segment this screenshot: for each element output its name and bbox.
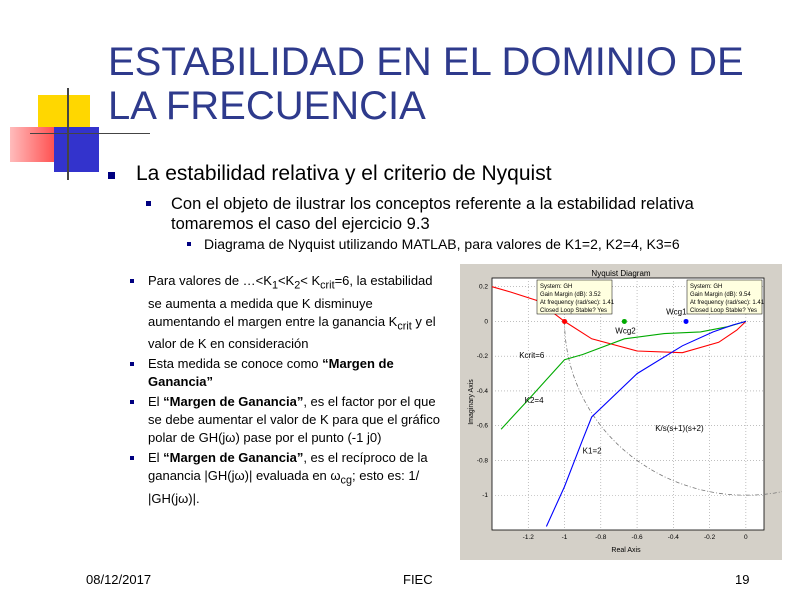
item-text: <K: [277, 273, 295, 288]
item-text: El: [148, 450, 164, 466]
chart-title: Nyquist Diagram: [591, 269, 651, 278]
bullet-marker: [108, 172, 115, 179]
chart-annotation: K2=4: [524, 396, 544, 406]
series-marker: [684, 319, 689, 324]
nyquist-figure: [460, 264, 782, 560]
x-tick-label: -0.6: [631, 534, 643, 541]
item-text: El: [148, 394, 164, 410]
item-bold: “Margen de Ganancia”: [163, 394, 304, 410]
decor-horizontal-line: [30, 133, 150, 134]
item-sub: 2: [294, 279, 301, 292]
y-tick-label: 0.2: [478, 283, 488, 291]
bullet-marker: [187, 242, 191, 246]
bullet-marker: [130, 362, 134, 366]
datatip-text: Closed Loop Stable? Yes: [690, 308, 758, 314]
chart-annotation: K1=2: [582, 446, 602, 456]
footer-date: 08/12/2017: [86, 572, 152, 587]
y-tick-label: -0.4: [476, 387, 488, 395]
datatip-text: Gain Margin (dB): 9.54: [690, 292, 751, 298]
item-text: y el valor de K en consideración: [148, 313, 436, 352]
series-marker: [622, 319, 627, 324]
series-marker: [562, 319, 567, 324]
x-tick-label: -0.8: [595, 534, 607, 541]
y-tick-label: -0.2: [476, 353, 488, 361]
list-item: [128, 449, 448, 508]
x-tick-label: -0.4: [667, 534, 679, 541]
item-sub: cg: [340, 474, 352, 487]
slide-title: ESTABILIDAD EN EL DOMINIO DE LA FRECUENCIA: [108, 40, 744, 128]
x-tick-label: -1.2: [522, 534, 534, 541]
item-sub: 1: [271, 279, 278, 292]
item-text: , es el factor por el que se debe aumentar el valor de K para que el gráfico polar de GH(jω) pase por el punto (-1 j0): [148, 394, 440, 446]
y-tick-label: -1: [482, 492, 488, 500]
item-text: < K: [300, 273, 321, 288]
item-sub: crit: [397, 320, 412, 333]
item-text: Esta medida se conoce como: [148, 356, 323, 372]
x-tick-label: -0.2: [703, 534, 716, 541]
item-text: =6, la estabilidad se aumenta a medida que K disminuye aumentando el margen entre la ganancia K: [148, 273, 433, 329]
bullet-marker: [146, 201, 151, 206]
item-bold: “Margen de Ganancia”: [163, 450, 304, 466]
bullet-level3-text: Diagrama de Nyquist utilizando MATLAB, para valores de K1=2, K2=4, K3=6: [204, 236, 680, 252]
chart-annotation: Wcg2: [615, 326, 636, 336]
x-axis-label: Real Axis: [611, 547, 641, 554]
bullet-level2-text: Con el objeto de ilustrar los conceptos referente a la estabilidad relativa tomaremos el caso del ejercicio 9.3: [171, 195, 694, 233]
chart-annotation: Kcrit=6: [519, 350, 545, 360]
y-tick-label: 0: [484, 318, 488, 326]
footer-center: FIEC: [403, 572, 433, 587]
chart-annotation: Wcg1: [666, 307, 687, 317]
decor-vertical-line: [67, 88, 69, 180]
item-bold: “Margen de Ganancia”: [148, 356, 394, 390]
item-text: Para valores de …<K: [148, 273, 272, 288]
item-sub: crit: [320, 279, 335, 292]
datatip-text: Gain Margin (dB): 3.52: [540, 292, 601, 298]
datatip-text: At frequency (rad/sec): 1.41: [540, 300, 615, 306]
y-tick-label: -0.8: [476, 457, 488, 465]
x-tick-label: 0: [744, 534, 748, 541]
list-item: [128, 393, 448, 447]
datatip-text: At frequency (rad/sec): 1.41: [690, 300, 765, 306]
bullet-marker: [130, 279, 134, 283]
x-tick-label: -1: [561, 534, 568, 541]
chart-annotation: K/s(s+1)(s+2): [655, 423, 704, 433]
y-tick-label: -0.6: [476, 422, 488, 430]
explanation-list: [128, 272, 458, 510]
datatip-text: System: GH: [690, 284, 723, 290]
list-item: [128, 355, 448, 391]
item-text: ; esto es: 1/ |GH(jω)|.: [148, 468, 420, 506]
y-axis-label: Imaginary Axis: [468, 379, 475, 425]
bullet-level1-text: La estabilidad relativa y el criterio de Nyquist: [136, 162, 552, 185]
item-text: , es el recíproco de la ganancia |GH(jω)| evaluada en ω: [148, 450, 428, 484]
datatip-text: System: GH: [540, 284, 573, 290]
bullet-marker: [130, 456, 134, 460]
list-item: [128, 272, 448, 353]
datatip-text: Closed Loop Stable? Yes: [540, 308, 608, 314]
bullet-marker: [130, 400, 134, 404]
footer-page-number: 19: [735, 572, 750, 587]
nyquist-chart: [460, 264, 782, 560]
